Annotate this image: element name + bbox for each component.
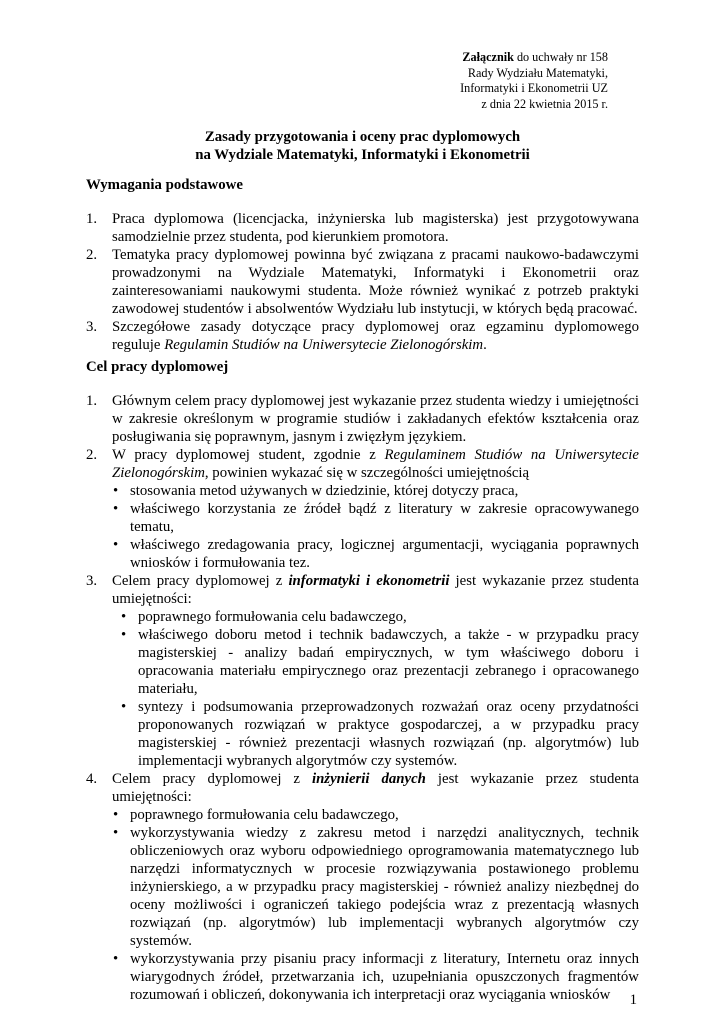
- bullet-icon: •: [113, 807, 119, 823]
- bullet-text: wykorzystywania przy pisaniu pracy informacji z literatury, Internetu oraz innych wiarygodnych źródeł, przetwarzania ich, uzupełniania opuszczonych fragmentów rozumowań i obliczeń, dokonywania ich interpretacji oraz wyciągania wniosków: [130, 951, 639, 1003]
- bullet-icon: •: [121, 609, 127, 625]
- list-item: [86, 572, 639, 770]
- item-text-part: Szczegółowe zasady dotyczące pracy dyplomowej oraz egzaminu dyplomowego reguluje: [112, 319, 639, 353]
- item-text: [112, 318, 639, 354]
- bullet-icon: •: [113, 537, 119, 553]
- bullet-item: [108, 536, 639, 572]
- bullet-item: [108, 806, 639, 824]
- bullet-text: wykorzystywania wiedzy z zakresu metod i narzędzi analitycznych, technik obliczeniowych oraz wyboru odpowiedniego oprogramowania matematycznego lub narzędzi informatycznych w procesie rozwiązywania postawionego problemu inżynierskiego, a w przypadku pracy magisterskiej - również analizy niezbędnej do oceny możliwości i ograniczeń takiego podejścia wraz z prezentacją własnych rozwiązań (np. algorytmów) lub implementacji wybranych algorytmów czy systemów.: [130, 825, 639, 949]
- bullet-text: właściwego korzystania ze źródeł bądź z literatury w zakresie opracowywanego tematu,: [130, 501, 639, 535]
- sub-list: [108, 806, 639, 1004]
- section-heading-goal: Cel pracy dyplomowej: [86, 359, 229, 375]
- annex-label: Załącznik: [462, 50, 514, 64]
- sub-list: [108, 482, 639, 572]
- annex-date: z dnia 22 kwietnia 2015 r.: [481, 96, 608, 111]
- item-number: 4.: [86, 771, 98, 787]
- document-title: [86, 128, 639, 164]
- item-text: [112, 770, 639, 806]
- bullet-icon: •: [121, 627, 127, 643]
- annex-line-2: Rady Wydziału Matematyki,: [467, 65, 608, 80]
- field-of-study: informatyki i ekonometrii: [288, 573, 450, 589]
- title-line-2: na Wydziale Matematyki, Informatyki i Ekonometrii: [195, 147, 530, 163]
- item-text: [112, 446, 639, 482]
- item-text: Tematyka pracy dyplomowej powinna być związana z pracami naukowo-badawczymi prowadzonymi na Wydziale Matematyki, Informatyki i Ekonometrii oraz zainteresowaniami naukowymi studenta. Może również wynikać z potrzeb praktyki zawodowej studentów i absolwentów Wydziału lub instytucji, w których będą pracować.: [112, 247, 639, 317]
- bullet-icon: •: [121, 699, 127, 715]
- regulation-title: Regulaminem Studiów na Uniwersytecie Zielonogórskim: [112, 447, 639, 481]
- sub-list: [116, 608, 639, 770]
- item-number: 3.: [86, 573, 98, 589]
- annex-line-3: Informatyki i Ekonometrii UZ: [460, 81, 608, 95]
- field-of-study: inżynierii danych: [311, 771, 426, 787]
- list-item: [86, 210, 639, 246]
- item-text-part: .: [483, 337, 487, 353]
- item-number: 2.: [86, 447, 98, 463]
- item-text: Praca dyplomowa (licencjacka, inżynierska lub magisterska) jest przygotowywana samodzielnie przez studenta, pod kierunkiem promotora.: [112, 211, 639, 245]
- bullet-item: [108, 950, 639, 1004]
- bullet-icon: •: [113, 825, 119, 841]
- bullet-text: właściwego doboru metod i technik badawczych, a także - w przypadku pracy magisterskiej - analizy badań empirycznych, w tym właściwego doboru i opracowania materiału empirycznego oraz prezentacji zebranego i opracowanego materiału,: [138, 627, 639, 697]
- bullet-icon: •: [113, 501, 119, 517]
- item-text-part: W pracy dyplomowej student, zgodnie z: [112, 447, 385, 463]
- annex-resolution-number: do uchwały nr 158: [513, 50, 608, 64]
- item-number: 2.: [86, 247, 98, 263]
- item-number: 1.: [86, 393, 98, 409]
- page-number: 1: [629, 992, 637, 1008]
- item-text: [112, 572, 639, 608]
- bullet-item: [116, 698, 639, 770]
- list-item: [86, 446, 639, 572]
- bullet-icon: •: [113, 483, 119, 499]
- bullet-item: [108, 500, 639, 536]
- title-line-1: Zasady przygotowania i oceny prac dyplomowych: [204, 129, 521, 145]
- annex-header: [368, 50, 608, 112]
- bullet-text: syntezy i podsumowania przeprowadzonych rozważań oraz oceny przydatności proponowanych rozwiązań w praktyce gospodarczej, a w przypadku pracy magisterskiej - również prezentacji własnych rozwiązań (np. algorytmów) lub implementacji wybranych algorytmów czy systemów.: [138, 699, 639, 769]
- regulation-title: Regulamin Studiów na Uniwersytecie Zielonogórskim: [164, 337, 484, 353]
- item-number: 3.: [86, 319, 98, 335]
- bullet-text: poprawnego formułowania celu badawczego,: [130, 807, 399, 823]
- bullet-text: poprawnego formułowania celu badawczego,: [138, 609, 407, 625]
- list-item: [86, 318, 639, 354]
- annex-line-1: [368, 50, 608, 66]
- bullet-item: [116, 626, 639, 698]
- item-text-part: jest wykazanie przez studenta umiejętności:: [112, 573, 639, 607]
- list-item: [86, 770, 639, 1004]
- item-text-part: , powinien wykazać się w szczególności umiejętnością: [204, 465, 530, 481]
- bullet-item: [116, 608, 639, 626]
- item-text-part: Celem pracy dyplomowej z: [112, 771, 312, 787]
- item-text: Głównym celem pracy dyplomowej jest wykazanie przez studenta wiedzy i umiejętności w zakresie określonym w programie studiów i zakładanych efektów kształcenia oraz posługiwania się poprawnym, jasnym i zwięzłym językiem.: [112, 393, 639, 445]
- bullet-text: stosowania metod używanych w dziedzinie, której dotyczy praca,: [130, 483, 519, 499]
- bullet-item: [108, 482, 639, 500]
- bullet-item: [108, 824, 639, 950]
- list-item: [86, 246, 639, 318]
- goals-list: [86, 392, 639, 1004]
- bullet-icon: •: [113, 951, 119, 967]
- requirements-list: [86, 210, 639, 354]
- section-heading-requirements: Wymagania podstawowe: [86, 177, 243, 193]
- item-number: 1.: [86, 211, 98, 227]
- item-text-part: Celem pracy dyplomowej z: [112, 573, 289, 589]
- bullet-text: właściwego zredagowania pracy, logicznej argumentacji, wyciągania poprawnych wniosków i formułowania tez.: [130, 537, 639, 571]
- list-item: [86, 392, 639, 446]
- item-text-part: jest wykazanie przez studenta umiejętności:: [112, 771, 639, 805]
